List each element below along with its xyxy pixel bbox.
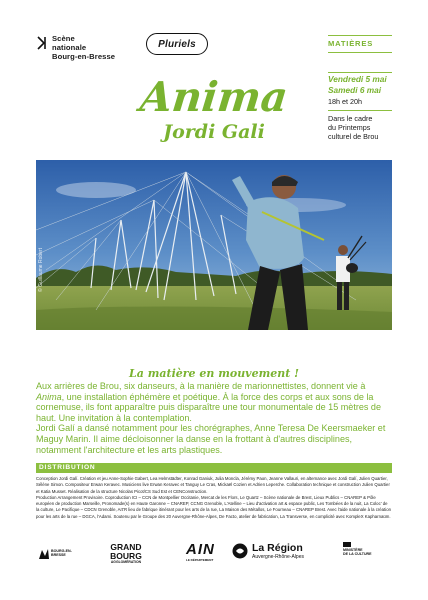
partner-2-line3: AGGLOMÉRATION	[110, 560, 142, 564]
partner-4-line2: Auvergne-Rhône-Alpes	[252, 554, 304, 560]
partner-3-label: AIN	[186, 541, 215, 558]
pluriels-logo-text: Pluriels	[158, 38, 196, 50]
category-label: MATIÈRES	[328, 39, 374, 48]
distribution-credits	[36, 476, 392, 520]
description-paragraph-1	[36, 381, 392, 423]
context-text	[328, 114, 378, 142]
description-paragraph-2: Jordi Galí a dansé notamment pour les chorégraphes, Anne Teresa De Keersmaeker et Maguy Marin. Il aime décloisonner la danse en la frottant à d'autres disciplines, notamment l'architecture et les arts plastiques.	[36, 423, 386, 455]
date-line-1: Vendredi 5 mai	[328, 74, 387, 84]
performance-photo-illustration	[36, 160, 392, 330]
partner-logo-bourg-en-bresse	[38, 546, 84, 562]
partner-4-line1: La Région	[252, 542, 303, 554]
venue-name-line1: Scène	[52, 34, 75, 43]
pluriels-festival-logo	[146, 33, 208, 55]
context-line-1: Dans le cadre	[328, 114, 373, 123]
description-p1-end: , une installation éphémère et poétique. À la force des corps et aux sons de la cornemuse, ils font apparaître puis disparaître une tour monumentale de 15 mètres de haut. Une invitation à la contemplation.	[36, 391, 381, 423]
partner-logo-la-region	[252, 542, 332, 564]
tagline: La matière en mouvement !	[129, 367, 299, 380]
partner-logo-ministere	[343, 542, 391, 564]
partner-2-line2: BOURG	[110, 550, 142, 561]
credits-paragraph-1: Conception Jordi Galí. Création et jeu Anne-Sophie Gabert, Lea Helmstädter, Konrad Ganiuk, Julia Moncla, Jérémy Paon, Jeanne Vallauri, en alternance avec Jordi Galí, Julien Quartier, Sélène Simon. Compositeur Erwan Keravec. Musiciens live Erwan Keravec et Tanguy Le Cras, Mickaël Cozien et Adrien Leperche. Collaboration technique et construction Julien Quartier et Katia Musset. Réalisation de la structure Nicolas Picot/CS Sud Est et CENConstruction.	[36, 476, 390, 494]
artist-name: Jordi Gali	[163, 121, 265, 143]
partner-logo-ain	[186, 542, 226, 564]
partner-logo-grand-bourg	[96, 543, 156, 565]
region-circle-icon	[232, 543, 248, 559]
partner-2-line1: GRAND	[110, 542, 142, 552]
date-rule-top	[328, 72, 392, 73]
description	[36, 381, 392, 455]
venue-name-line2: nationale	[52, 43, 87, 53]
bourg-en-bresse-icon	[38, 548, 50, 560]
distribution-header-bar	[36, 463, 392, 473]
partner-1-label: BOURG-EN-BRESSE	[51, 549, 72, 558]
show-title: Anima	[137, 73, 291, 121]
date-line-2: Samedi 6 mai	[328, 85, 382, 95]
credits-paragraph-2: Production Arrangement Provisoire. Coproduction ICI – CCN de Montpellier Occitanie, Mercat de les Flors, Le Quartz – Scène nationale de Brest, Lieux Publics – CNAREP & Pôle européen de production Marseille, Pronomade(s) en Haute Garonne – CNAREP, CCNG Grenoble, L'Atelline – Lieu d'activation art & espace public, Les Tombées de la nuit, La Coloc' de la culture, Le Pacifique – CDCN Grenoble, Art'R lieu de fabrique itinérant pour les arts de la rue, La Maison des Métallos, Le Fourneau – CNAREP Brest. Avec l'aide nationale à la création pour les arts de la rue – DGCA, l'Adami. Soutenu par le Groupe des 20 Auvergne-Rhône-Alpes, De Facto, atelier de fabrication, La Transverse, en complicité avec KompleX Kapharnaüm.	[36, 494, 391, 519]
distribution-heading: DISTRIBUTION	[39, 464, 96, 471]
partner-3-sub: LE DÉPARTEMENT	[186, 558, 214, 562]
scene-nationale-logo-icon	[37, 36, 49, 50]
show-times: 18h et 20h	[328, 97, 362, 106]
partner-5-line2: DE LA CULTURE	[343, 552, 372, 556]
category-rule-top	[328, 35, 392, 36]
venue-name	[52, 34, 115, 62]
description-p1-title: Anima	[36, 391, 62, 402]
region-logo-icon	[232, 543, 248, 559]
photo-credit: © Guillaume Robert	[38, 248, 44, 292]
republique-flag-icon	[343, 542, 351, 547]
partner-5-line1: MINISTÈRE	[343, 548, 363, 552]
date-rule-bottom	[328, 110, 392, 111]
description-p1-start: Aux arrières de Brou, six danseurs, à la manière de marionnettistes, donnent vie à	[36, 381, 366, 391]
performance-photo	[36, 160, 392, 330]
venue-name-line3: Bourg-en-Bresse	[52, 52, 116, 62]
category-rule-bottom	[328, 52, 392, 53]
context-line-2: du Printemps	[328, 123, 371, 133]
context-line-3: culturel de Brou	[328, 132, 379, 142]
